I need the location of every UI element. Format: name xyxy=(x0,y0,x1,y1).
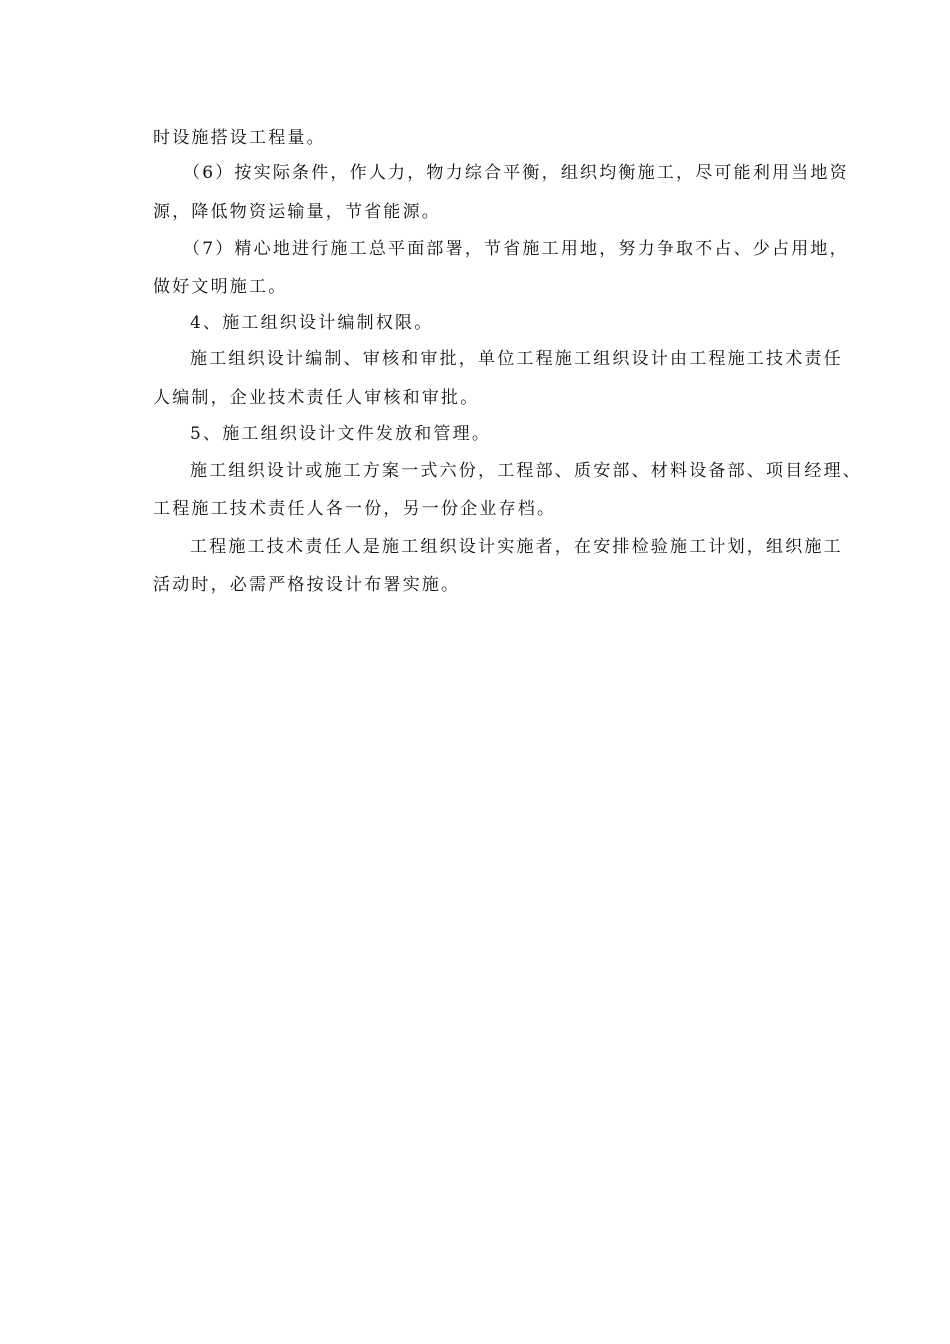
text-line-para-1: 施工组织设计编制、审核和审批，单位工程施工组织设计由工程施工技术责任 xyxy=(190,349,843,369)
section-heading-5: 5、施工组织设计文件发放和管理。 xyxy=(190,424,492,444)
text-line-item-6-cont: 源，降低物资运输量，节省能源。 xyxy=(153,202,441,222)
text-line-para-1-cont: 人编制，企业技术责任人审核和审批。 xyxy=(153,388,480,408)
text-line-para-3-cont: 活动时，必需严格按设计布署实施。 xyxy=(153,575,461,595)
text-line-item-7-cont: 做好文明施工。 xyxy=(153,277,288,297)
text-line-para-2-cont: 工程施工技术责任人各一份，另一份企业存档。 xyxy=(153,499,557,519)
text-line-item-7: （7）精心地进行施工总平面部署，节省施工用地，努力争取不占、少占用地， xyxy=(183,239,849,259)
text-line-para-3: 工程施工技术责任人是施工组织设计实施者，在安排检验施工计划，组织施工 xyxy=(190,537,843,557)
section-heading-4: 4、施工组织设计编制权限。 xyxy=(190,313,434,333)
text-line-item-6: （6）按实际条件，作人力，物力综合平衡，组织均衡施工，尽可能利用当地资 xyxy=(183,163,849,183)
text-line-continuation: 时设施搭设工程量。 xyxy=(153,128,326,148)
text-line-para-2: 施工组织设计或施工方案一式六份，工程部、质安部、材料设备部、项目经理、 xyxy=(190,461,862,481)
